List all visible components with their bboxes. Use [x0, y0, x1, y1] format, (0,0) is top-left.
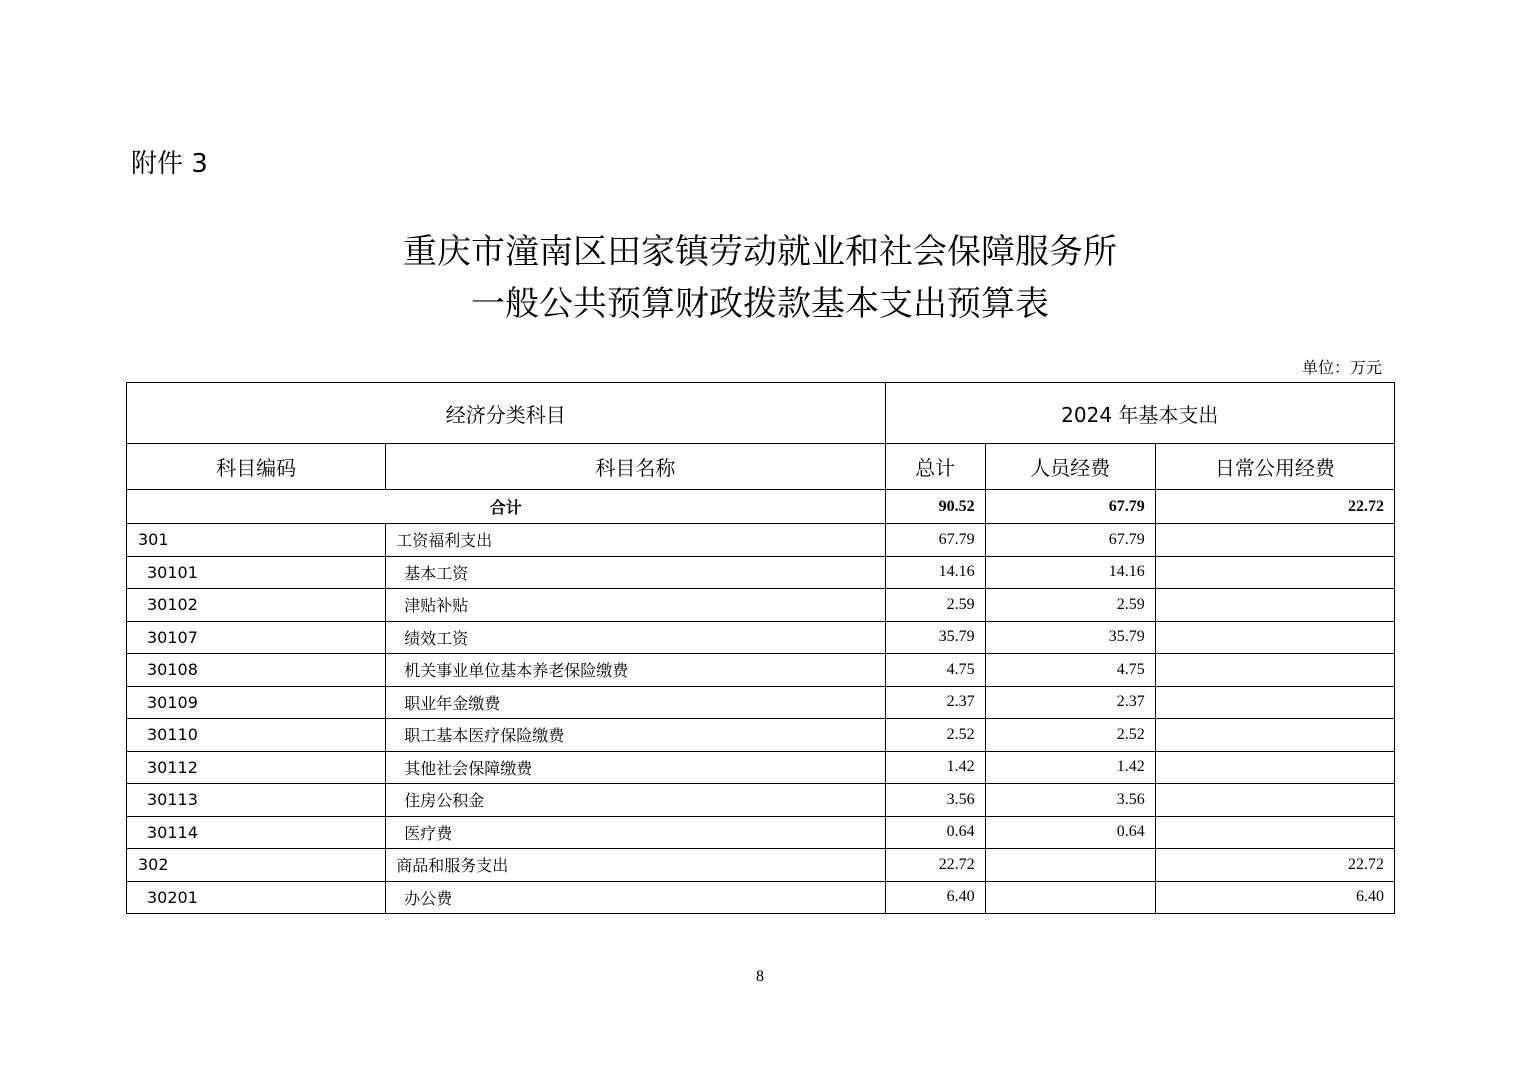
- table-total-row: [127, 490, 1395, 524]
- table-row: [127, 849, 1395, 882]
- total-amount-cell: 6.40: [885, 881, 985, 914]
- staff-amount-cell: 0.64: [985, 816, 1155, 849]
- subject-name-cell: 住房公积金: [386, 784, 885, 817]
- staff-amount-cell: 35.79: [985, 621, 1155, 654]
- subject-code-cell: 30112: [127, 751, 386, 784]
- staff-amount-cell: [985, 881, 1155, 914]
- header-daily-public-expense: 日常公用经费: [1155, 444, 1394, 490]
- daily-amount-cell: [1155, 621, 1394, 654]
- subject-name-cell: 机关事业单位基本养老保险缴费: [386, 654, 885, 687]
- staff-amount-cell: 14.16: [985, 556, 1155, 589]
- staff-amount-cell: 2.59: [985, 589, 1155, 622]
- table-row: [127, 686, 1395, 719]
- subject-code-cell: 30110: [127, 719, 386, 752]
- total-staff: 67.79: [985, 490, 1155, 524]
- daily-amount-cell: [1155, 556, 1394, 589]
- staff-amount-cell: 67.79: [985, 524, 1155, 557]
- staff-amount-cell: 3.56: [985, 784, 1155, 817]
- daily-amount-cell: [1155, 784, 1394, 817]
- subject-code-cell: 30108: [127, 654, 386, 687]
- table-row: [127, 719, 1395, 752]
- header-subject-code: 科目编码: [127, 444, 386, 490]
- total-amount-cell: 22.72: [885, 849, 985, 882]
- total-amount-cell: 2.52: [885, 719, 985, 752]
- daily-amount-cell: [1155, 719, 1394, 752]
- staff-amount-cell: 2.37: [985, 686, 1155, 719]
- staff-amount-cell: 2.52: [985, 719, 1155, 752]
- total-amount-cell: 67.79: [885, 524, 985, 557]
- staff-amount-cell: 1.42: [985, 751, 1155, 784]
- unit-label: 单位：万元: [1301, 358, 1382, 377]
- subject-name-cell: 工资福利支出: [386, 524, 885, 557]
- subject-name-cell: 其他社会保障缴费: [386, 751, 885, 784]
- header-basic-expenditure-2024: 2024 年基本支出: [885, 383, 1394, 444]
- staff-amount-cell: [985, 849, 1155, 882]
- total-amount-cell: 3.56: [885, 784, 985, 817]
- table-row: [127, 621, 1395, 654]
- daily-amount-cell: 6.40: [1155, 881, 1394, 914]
- document-title-line-1: 重庆市潼南区田家镇劳动就业和社会保障服务所: [403, 232, 1117, 272]
- daily-amount-cell: [1155, 589, 1394, 622]
- table-row: [127, 816, 1395, 849]
- subject-code-cell: 30107: [127, 621, 386, 654]
- document-title-line-2: 一般公共预算财政拨款基本支出预算表: [471, 284, 1049, 324]
- total-amount-cell: 2.37: [885, 686, 985, 719]
- header-subject-name: 科目名称: [386, 444, 885, 490]
- header-staff-expense: 人员经费: [985, 444, 1155, 490]
- subject-name-cell: 职业年金缴费: [386, 686, 885, 719]
- total-label: 合计: [127, 490, 886, 524]
- subject-code-cell: 30102: [127, 589, 386, 622]
- total-amount-cell: 35.79: [885, 621, 985, 654]
- subject-code-cell: 30113: [127, 784, 386, 817]
- total-amount-cell: 14.16: [885, 556, 985, 589]
- table-row: [127, 556, 1395, 589]
- subject-name-cell: 津贴补贴: [386, 589, 885, 622]
- total-amount-cell: 1.42: [885, 751, 985, 784]
- subject-code-cell: 301: [127, 524, 386, 557]
- subject-code-cell: 302: [127, 849, 386, 882]
- table-row: [127, 751, 1395, 784]
- subject-name-cell: 职工基本医疗保险缴费: [386, 719, 885, 752]
- subject-name-cell: 基本工资: [386, 556, 885, 589]
- total-daily: 22.72: [1155, 490, 1394, 524]
- subject-name-cell: 绩效工资: [386, 621, 885, 654]
- subject-code-cell: 30109: [127, 686, 386, 719]
- total-amount-cell: 2.59: [885, 589, 985, 622]
- daily-amount-cell: [1155, 686, 1394, 719]
- staff-amount-cell: 4.75: [985, 654, 1155, 687]
- daily-amount-cell: [1155, 654, 1394, 687]
- page-number: 8: [756, 968, 764, 985]
- daily-amount-cell: [1155, 524, 1394, 557]
- table-row: [127, 524, 1395, 557]
- table-row: [127, 881, 1395, 914]
- header-economic-classification: 经济分类科目: [127, 383, 886, 444]
- table-header-group-row: [127, 383, 1395, 444]
- total-amount-cell: 4.75: [885, 654, 985, 687]
- daily-amount-cell: [1155, 816, 1394, 849]
- subject-code-cell: 30201: [127, 881, 386, 914]
- table-header-column-row: [127, 444, 1395, 490]
- subject-code-cell: 30114: [127, 816, 386, 849]
- daily-amount-cell: [1155, 751, 1394, 784]
- table-row: [127, 784, 1395, 817]
- total-sum: 90.52: [885, 490, 985, 524]
- total-amount-cell: 0.64: [885, 816, 985, 849]
- subject-name-cell: 办公费: [386, 881, 885, 914]
- budget-table: [126, 382, 1395, 914]
- subject-code-cell: 30101: [127, 556, 386, 589]
- table-row: [127, 589, 1395, 622]
- subject-name-cell: 医疗费: [386, 816, 885, 849]
- attachment-label: 附件 3: [131, 149, 208, 179]
- subject-name-cell: 商品和服务支出: [386, 849, 885, 882]
- table-row: [127, 654, 1395, 687]
- header-total: 总计: [885, 444, 985, 490]
- daily-amount-cell: 22.72: [1155, 849, 1394, 882]
